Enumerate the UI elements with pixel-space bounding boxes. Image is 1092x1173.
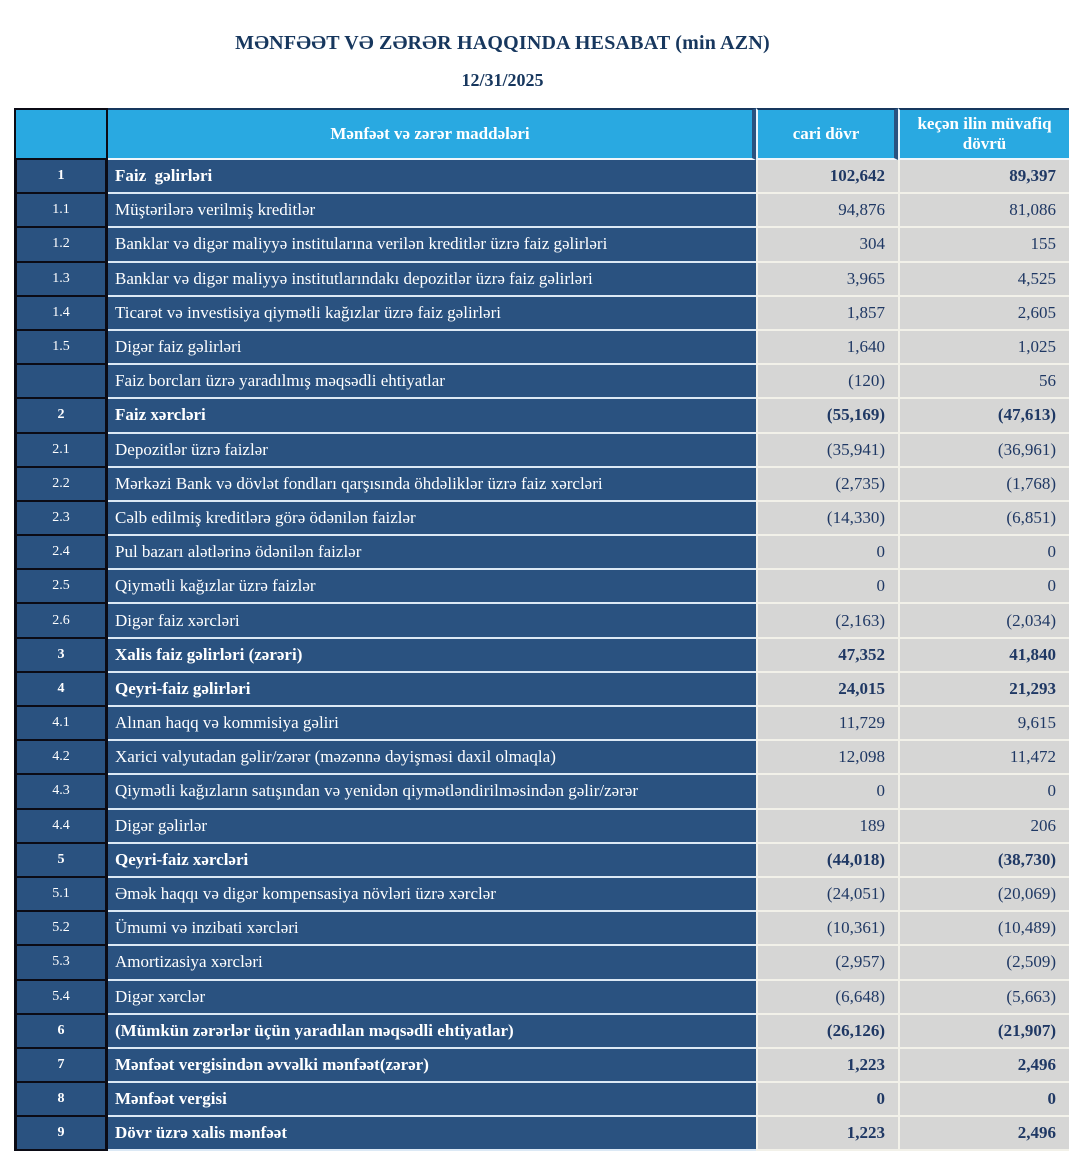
row-number-cell: 5.2 — [14, 912, 108, 946]
row-current-value-cell: (24,051) — [756, 878, 898, 912]
row-previous-value-cell: 206 — [898, 810, 1069, 844]
row-current-value-cell: 24,015 — [756, 673, 898, 707]
row-previous-value-cell: 89,397 — [898, 160, 1069, 194]
row-number-cell: 2.4 — [14, 536, 108, 570]
row-previous-value-cell: (2,034) — [898, 604, 1069, 638]
row-current-value-cell: (2,163) — [756, 604, 898, 638]
row-label-cell: Alınan haqq və kommisiya gəliri — [108, 707, 756, 741]
row-current-value-cell: (14,330) — [756, 502, 898, 536]
row-previous-value-cell: 0 — [898, 775, 1069, 809]
row-label-cell: Müştərilərə verilmiş kreditlər — [108, 194, 756, 228]
row-current-value-cell: 3,965 — [756, 263, 898, 297]
row-current-value-cell: 11,729 — [756, 707, 898, 741]
row-number-cell: 1.5 — [14, 331, 108, 365]
row-label-cell: Digər faiz xərcləri — [108, 604, 756, 638]
row-previous-value-cell: (47,613) — [898, 399, 1069, 433]
row-number-cell: 1.2 — [14, 228, 108, 262]
row-previous-value-cell: 2,496 — [898, 1049, 1069, 1083]
row-number-cell: 4.1 — [14, 707, 108, 741]
row-previous-value-cell: 155 — [898, 228, 1069, 262]
row-current-value-cell: (55,169) — [756, 399, 898, 433]
column-header-previous-period: keçən ilin müvafiq dövrü — [898, 108, 1069, 160]
row-current-value-cell: 47,352 — [756, 639, 898, 673]
row-label-cell: Əmək haqqı və digər kompensasiya növləri üzrə xərclər — [108, 878, 756, 912]
row-previous-value-cell: 21,293 — [898, 673, 1069, 707]
row-current-value-cell: (44,018) — [756, 844, 898, 878]
row-number-cell: 1.3 — [14, 263, 108, 297]
row-current-value-cell: 0 — [756, 1083, 898, 1117]
row-label-cell: Qeyri-faiz xərcləri — [108, 844, 756, 878]
row-number-cell: 8 — [14, 1083, 108, 1117]
row-current-value-cell: (2,957) — [756, 946, 898, 980]
row-previous-value-cell: 81,086 — [898, 194, 1069, 228]
row-current-value-cell: (120) — [756, 365, 898, 399]
row-current-value-cell: 1,640 — [756, 331, 898, 365]
row-previous-value-cell: 56 — [898, 365, 1069, 399]
row-previous-value-cell: 2,496 — [898, 1117, 1069, 1151]
row-number-cell: 2.1 — [14, 434, 108, 468]
row-label-cell: Amortizasiya xərcləri — [108, 946, 756, 980]
row-current-value-cell: (6,648) — [756, 981, 898, 1015]
row-label-cell: Pul bazarı alətlərinə ödənilən faizlər — [108, 536, 756, 570]
row-number-cell: 4.2 — [14, 741, 108, 775]
report-title: MƏNFƏƏT VƏ ZƏRƏR HAQQINDA HESABAT (min AZN) — [235, 32, 770, 54]
row-label-cell: Cəlb edilmiş kreditlərə görə ödənilən faizlər — [108, 502, 756, 536]
row-previous-value-cell: 41,840 — [898, 639, 1069, 673]
row-current-value-cell: 304 — [756, 228, 898, 262]
row-number-cell: 6 — [14, 1015, 108, 1049]
row-previous-value-cell: (20,069) — [898, 878, 1069, 912]
row-number-cell: 2 — [14, 399, 108, 433]
row-previous-value-cell: 0 — [898, 1083, 1069, 1117]
row-label-cell: Dövr üzrə xalis mənfəət — [108, 1117, 756, 1151]
row-number-cell — [14, 365, 108, 399]
row-label-cell: Depozitlər üzrə faizlər — [108, 434, 756, 468]
pl-table — [14, 108, 1069, 1151]
row-current-value-cell: 0 — [756, 536, 898, 570]
row-number-cell: 1.1 — [14, 194, 108, 228]
row-previous-value-cell: (38,730) — [898, 844, 1069, 878]
row-previous-value-cell: (10,489) — [898, 912, 1069, 946]
row-current-value-cell: 1,223 — [756, 1049, 898, 1083]
row-number-cell: 5.3 — [14, 946, 108, 980]
row-previous-value-cell: 2,605 — [898, 297, 1069, 331]
row-previous-value-cell: 1,025 — [898, 331, 1069, 365]
row-number-cell: 2.3 — [14, 502, 108, 536]
row-previous-value-cell: 0 — [898, 570, 1069, 604]
row-current-value-cell: (26,126) — [756, 1015, 898, 1049]
row-label-cell: Xalis faiz gəlirləri (zərəri) — [108, 639, 756, 673]
row-previous-value-cell: 11,472 — [898, 741, 1069, 775]
row-number-cell: 5.4 — [14, 981, 108, 1015]
row-current-value-cell: 94,876 — [756, 194, 898, 228]
row-current-value-cell: 102,642 — [756, 160, 898, 194]
corner-cell — [14, 108, 108, 160]
column-header-items: Mənfəət və zərər maddələri — [108, 108, 756, 160]
row-label-cell: Mənfəət vergisindən əvvəlki mənfəət(zərər) — [108, 1049, 756, 1083]
row-label-cell: Digər faiz gəlirləri — [108, 331, 756, 365]
row-current-value-cell: 12,098 — [756, 741, 898, 775]
row-label-cell: Digər xərclər — [108, 981, 756, 1015]
row-number-cell: 2.6 — [14, 604, 108, 638]
row-number-cell: 7 — [14, 1049, 108, 1083]
row-previous-value-cell: 4,525 — [898, 263, 1069, 297]
row-current-value-cell: (2,735) — [756, 468, 898, 502]
row-label-cell: Faiz borcları üzrə yaradılmış məqsədli ehtiyatlar — [108, 365, 756, 399]
row-label-cell: Banklar və digər maliyyə institularına verilən kreditlər üzrə faiz gəlirləri — [108, 228, 756, 262]
row-number-cell: 5.1 — [14, 878, 108, 912]
row-previous-value-cell: (36,961) — [898, 434, 1069, 468]
row-previous-value-cell: (5,663) — [898, 981, 1069, 1015]
row-number-cell: 4 — [14, 673, 108, 707]
row-label-cell: (Mümkün zərərlər üçün yaradılan məqsədli ehtiyatlar) — [108, 1015, 756, 1049]
row-previous-value-cell: (6,851) — [898, 502, 1069, 536]
row-number-cell: 4.3 — [14, 775, 108, 809]
row-label-cell: Ümumi və inzibati xərcləri — [108, 912, 756, 946]
row-previous-value-cell: 0 — [898, 536, 1069, 570]
row-label-cell: Qeyri-faiz gəlirləri — [108, 673, 756, 707]
row-number-cell: 4.4 — [14, 810, 108, 844]
row-previous-value-cell: (2,509) — [898, 946, 1069, 980]
row-number-cell: 2.5 — [14, 570, 108, 604]
row-previous-value-cell: 9,615 — [898, 707, 1069, 741]
row-label-cell: Digər gəlirlər — [108, 810, 756, 844]
row-label-cell: Mənfəət vergisi — [108, 1083, 756, 1117]
row-label-cell: Ticarət və investisiya qiymətli kağızlar üzrə faiz gəlirləri — [108, 297, 756, 331]
row-label-cell: Qiymətli kağızların satışından və yenidən qiymətləndirilməsindən gəlir/zərər — [108, 775, 756, 809]
row-label-cell: Mərkəzi Bank və dövlət fondları qarşısında öhdəliklər üzrə faiz xərcləri — [108, 468, 756, 502]
row-label-cell: Faiz gəlirləri — [108, 160, 756, 194]
report-date: 12/31/2025 — [461, 70, 544, 90]
row-current-value-cell: (35,941) — [756, 434, 898, 468]
row-number-cell: 1 — [14, 160, 108, 194]
row-number-cell: 3 — [14, 639, 108, 673]
row-number-cell: 9 — [14, 1117, 108, 1151]
row-label-cell: Banklar və digər maliyyə institutlarındakı depozitlər üzrə faiz gəlirləri — [108, 263, 756, 297]
row-number-cell: 1.4 — [14, 297, 108, 331]
row-current-value-cell: 1,857 — [756, 297, 898, 331]
row-label-cell: Faiz xərcləri — [108, 399, 756, 433]
row-number-cell: 5 — [14, 844, 108, 878]
row-current-value-cell: (10,361) — [756, 912, 898, 946]
row-label-cell: Qiymətli kağızlar üzrə faizlər — [108, 570, 756, 604]
row-previous-value-cell: (1,768) — [898, 468, 1069, 502]
column-header-current-period: cari dövr — [756, 108, 898, 160]
row-current-value-cell: 189 — [756, 810, 898, 844]
row-previous-value-cell: (21,907) — [898, 1015, 1069, 1049]
row-current-value-cell: 0 — [756, 570, 898, 604]
row-current-value-cell: 0 — [756, 775, 898, 809]
row-current-value-cell: 1,223 — [756, 1117, 898, 1151]
row-number-cell: 2.2 — [14, 468, 108, 502]
row-label-cell: Xarici valyutadan gəlir/zərər (məzənnə dəyişməsi daxil olmaqla) — [108, 741, 756, 775]
